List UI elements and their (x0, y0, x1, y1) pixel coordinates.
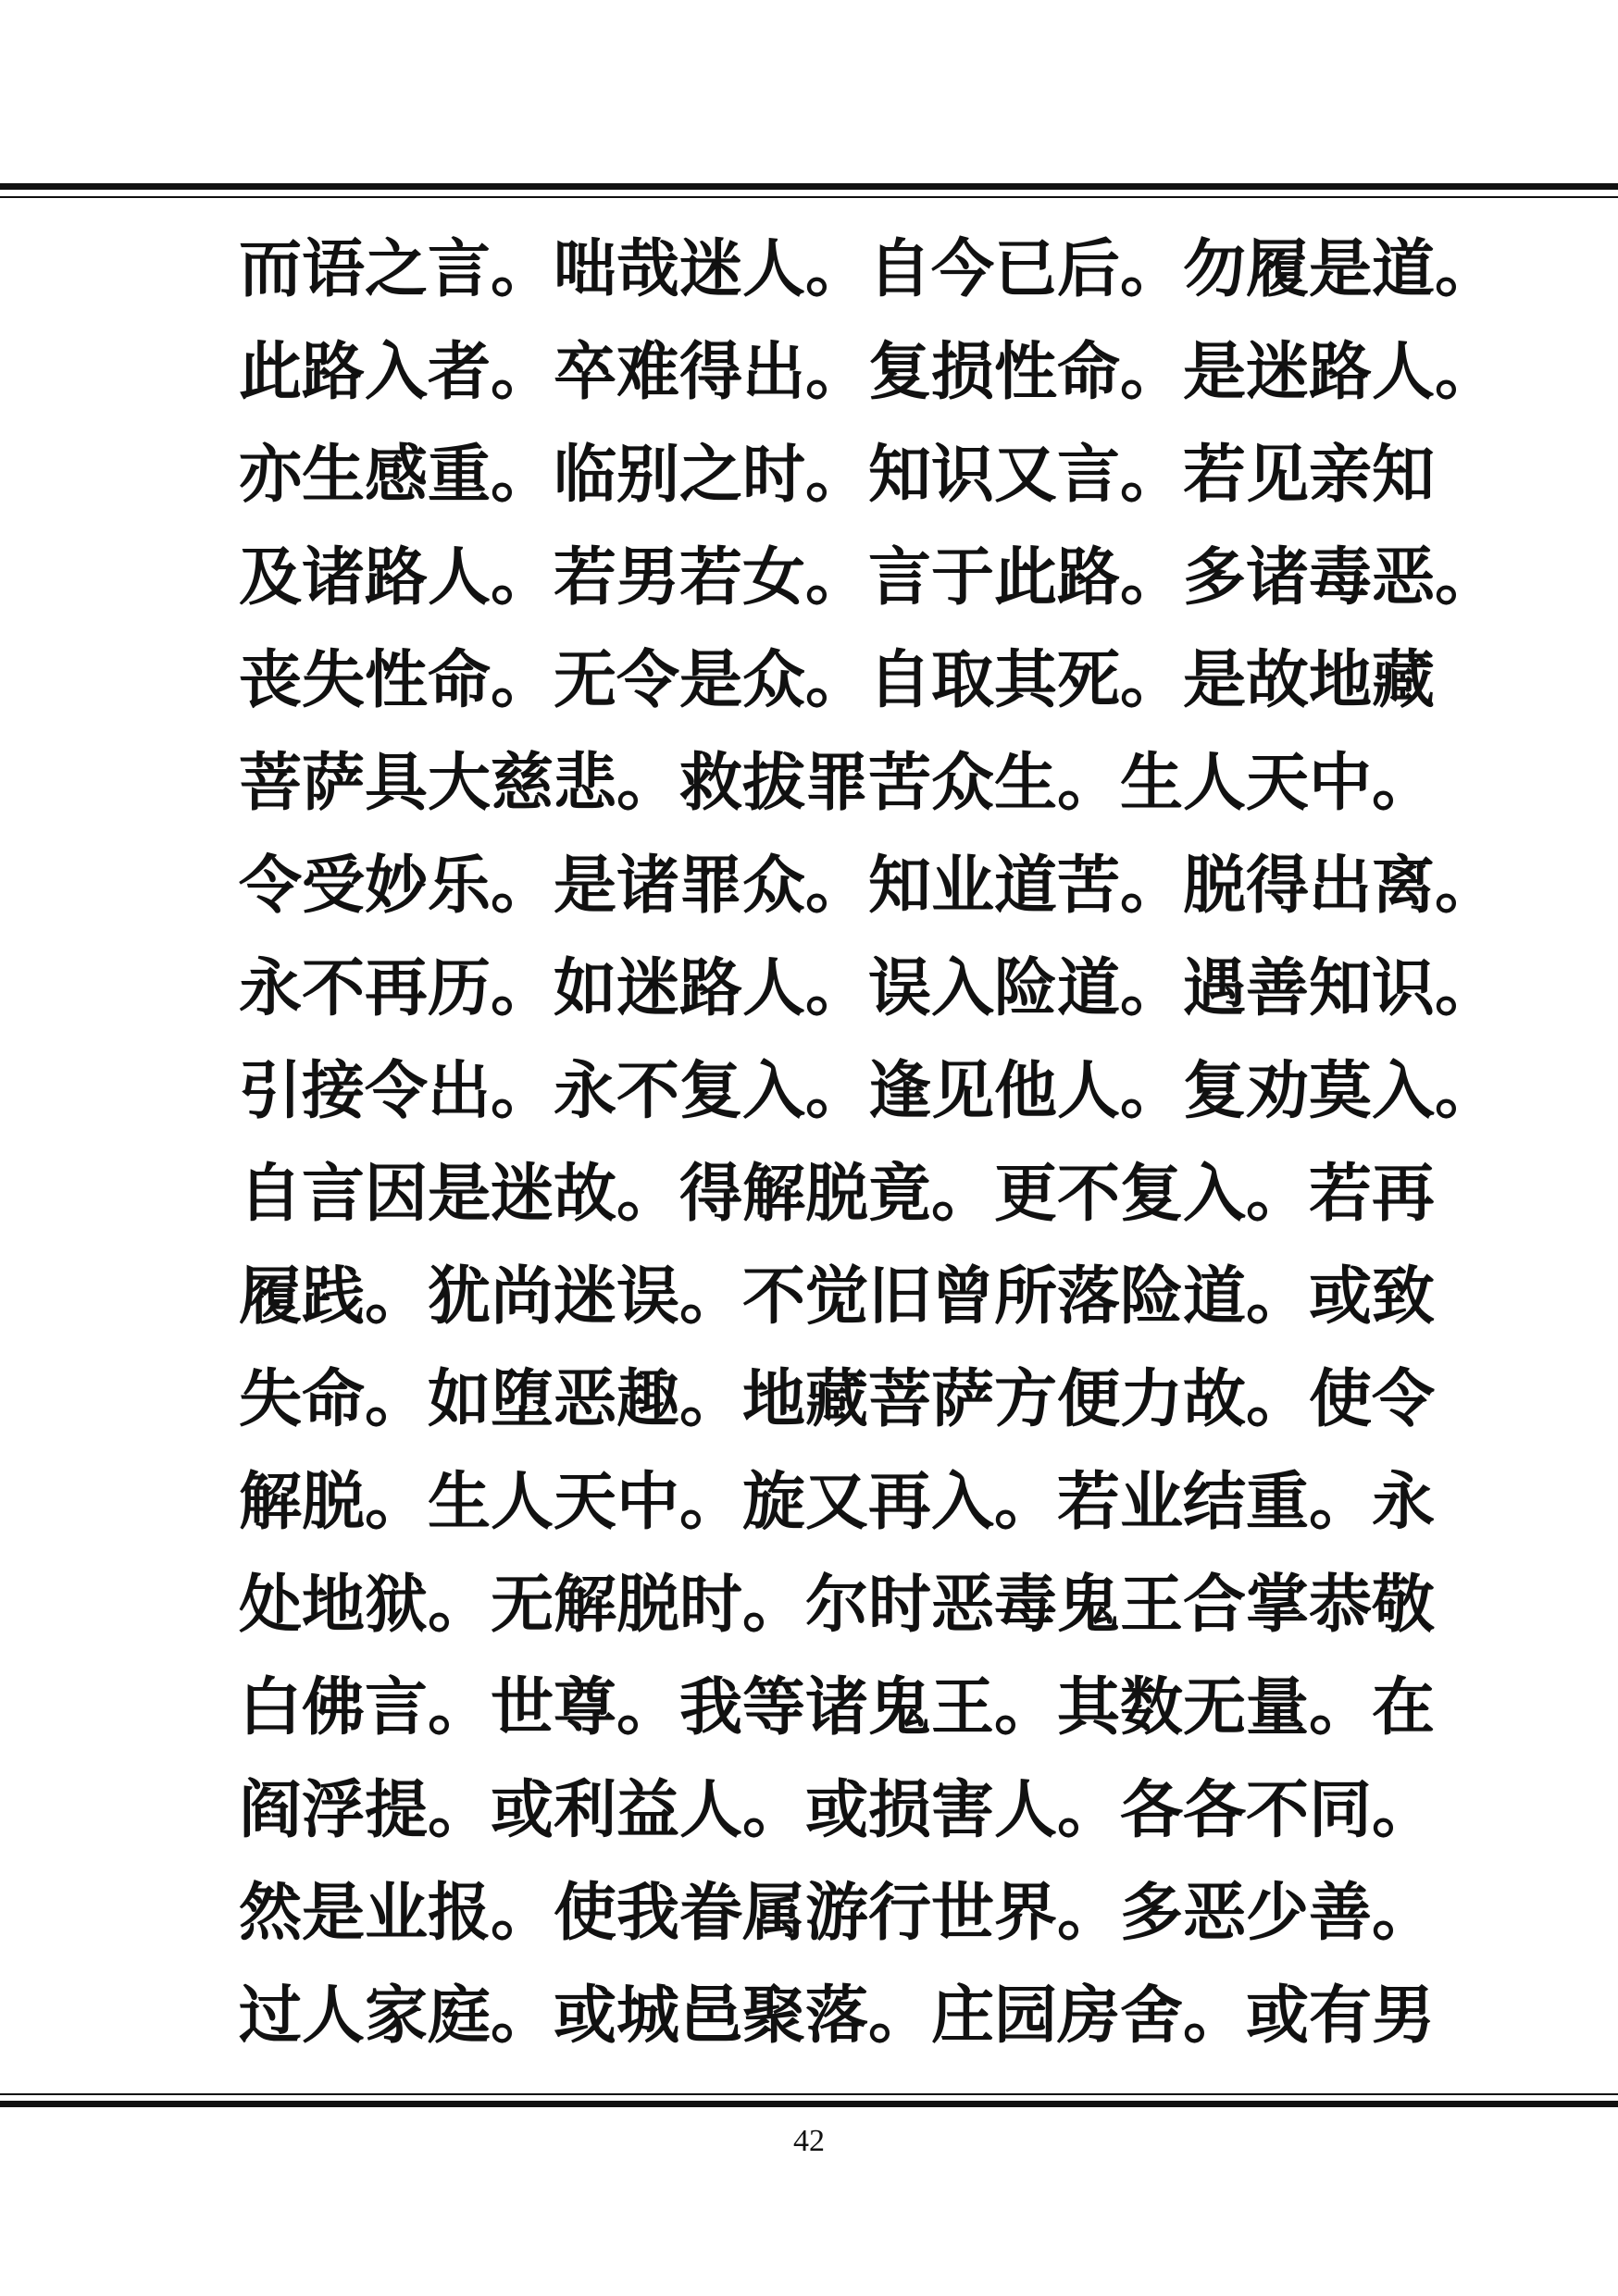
text-line: 白佛言。世尊。我等诸鬼王。其数无量。在 (239, 1670, 1436, 1744)
top-rule-thin (0, 196, 1618, 198)
text-line: 丧失性命。无令是众。自取其死。是故地藏 (239, 643, 1436, 717)
text-line: 亦生感重。临别之时。知识又言。若见亲知 (239, 438, 1436, 512)
page-number: 42 (793, 2124, 825, 2158)
text-line: 失命。如堕恶趣。地藏菩萨方便力故。使令 (239, 1362, 1436, 1436)
text-line: 阎浮提。或利益人。或损害人。各各不同。 (239, 1773, 1436, 1847)
text-line: 令受妙乐。是诸罪众。知业道苦。脱得出离。 (239, 849, 1499, 923)
text-line: 菩萨具大慈悲。救拔罪苦众生。生人天中。 (239, 746, 1436, 820)
text-line: 然是业报。使我眷属游行世界。多恶少善。 (239, 1876, 1436, 1950)
bottom-rule-thin (0, 2093, 1618, 2095)
bottom-rule-thick (0, 2101, 1618, 2107)
top-rule-thick (0, 183, 1618, 190)
text-line: 永不再历。如迷路人。误入险道。遇善知识。 (239, 951, 1499, 1025)
body-text (239, 218, 1499, 2067)
text-line: 解脱。生人天中。旋又再入。若业结重。永 (239, 1465, 1436, 1539)
text-line: 及诸路人。若男若女。言于此路。多诸毒恶。 (239, 540, 1499, 614)
text-line: 过人家庭。或城邑聚落。庄园房舍。或有男 (239, 1979, 1436, 2053)
text-line: 引接令出。永不复入。逢见他人。复劝莫入。 (239, 1054, 1499, 1128)
text-line: 履践。犹尚迷误。不觉旧曾所落险道。或致 (239, 1260, 1436, 1334)
text-line: 而语之言。咄哉迷人。自今已后。勿履是道。 (239, 232, 1499, 306)
text-line: 自言因是迷故。得解脱竟。更不复入。若再 (239, 1157, 1436, 1231)
text-line: 处地狱。无解脱时。尔时恶毒鬼王合掌恭敬 (239, 1568, 1436, 1642)
text-line: 此路入者。卒难得出。复损性命。是迷路人。 (239, 335, 1499, 409)
